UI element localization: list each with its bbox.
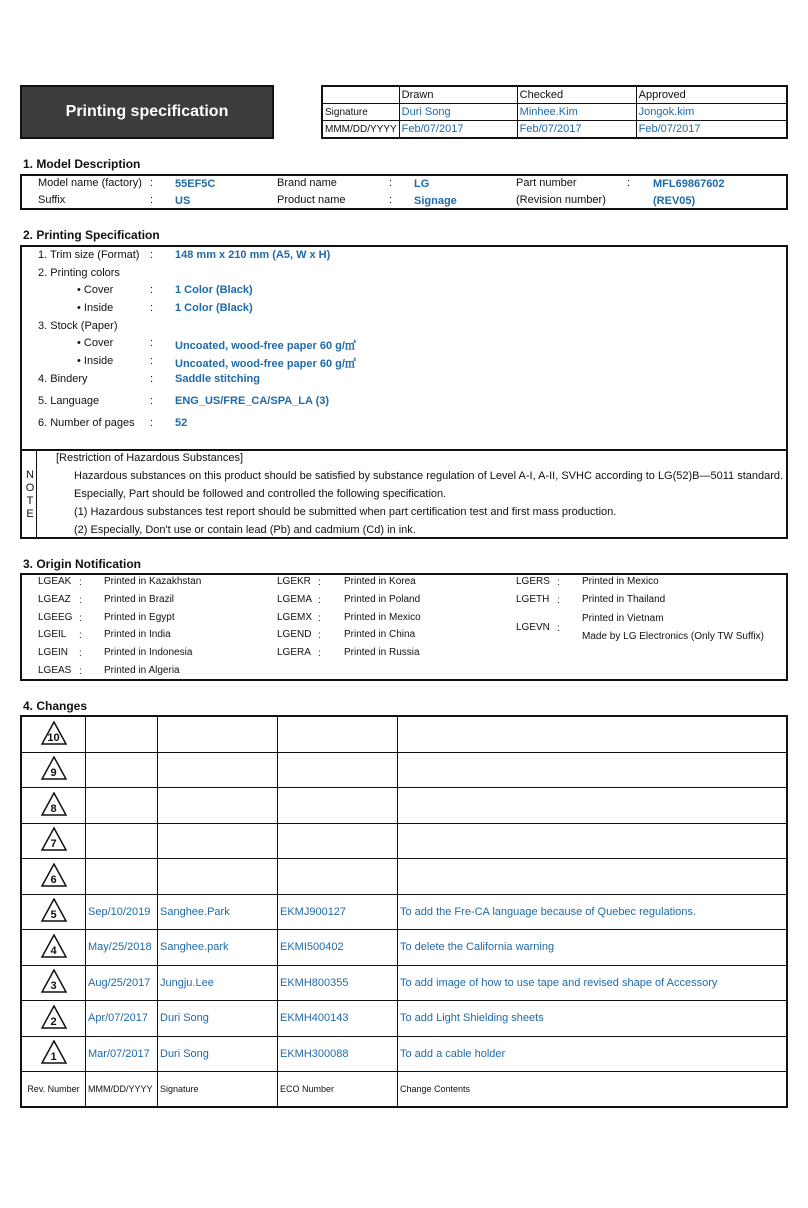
- origin-text: Printed in Egypt: [104, 611, 175, 623]
- origin-text: Printed in India: [104, 629, 171, 641]
- eco-cell: EKMI500402: [278, 930, 398, 966]
- drawn-signature: Duri Song: [399, 104, 517, 121]
- table-row: [21, 930, 787, 966]
- printing-colors-label: 2. Printing colors: [38, 267, 120, 279]
- rev-number: 9: [50, 767, 57, 780]
- origin-code: LGEKR: [277, 576, 311, 587]
- content-cell: To add the Fre-CA language because of Quebec regulations.: [398, 894, 788, 930]
- colon: :: [79, 630, 82, 642]
- origin-code: LGEMX: [277, 611, 313, 623]
- content-cell: To add a cable holder: [398, 1036, 788, 1072]
- rev-number: 6: [50, 873, 57, 886]
- section-origin-title: 3. Origin Notification: [23, 557, 142, 571]
- revision-triangle-icon: [41, 792, 67, 816]
- revision-triangle-icon: [41, 969, 67, 993]
- suffix-label: Suffix: [38, 194, 66, 206]
- product-name-label: Product name: [277, 194, 346, 206]
- colon: :: [557, 594, 560, 606]
- trim-value: 148 mm x 210 mm (A5, W x H): [175, 249, 331, 261]
- signature-cell: [158, 716, 278, 752]
- colon: :: [318, 577, 321, 588]
- colon: :: [627, 177, 631, 189]
- origin-text: Made by LG Electronics (Only TW Suffix): [582, 631, 764, 642]
- suffix-value: US: [175, 195, 191, 207]
- origin-code: LGEMA: [277, 593, 313, 605]
- note-letter: O: [25, 482, 35, 494]
- revision-triangle-icon: [41, 863, 67, 887]
- colon: :: [150, 355, 154, 367]
- colon: :: [318, 594, 321, 606]
- product-name-value: Signage: [414, 195, 457, 207]
- note-divider: [22, 449, 786, 451]
- content-cell: To add Light Shielding sheets: [398, 1001, 788, 1037]
- origin-code: LGEND: [277, 629, 312, 641]
- rev-cell: [21, 716, 86, 752]
- origin-text: Printed in Indonesia: [104, 647, 193, 659]
- rev-number: 7: [50, 838, 57, 851]
- eco-cell: EKMH300088: [278, 1036, 398, 1072]
- origin-text: Printed in Poland: [344, 593, 421, 605]
- rev-cell: [21, 823, 86, 859]
- rev-number: 10: [47, 731, 60, 744]
- eco-cell: [278, 859, 398, 895]
- colon: :: [389, 194, 393, 206]
- origin-text: Printed in Korea: [344, 576, 416, 587]
- note-line: Hazardous substances on this product should be satisfied by substance regulation of Level A-I, A-II, SVHC according to LG(52)B—5011 standard.: [74, 470, 784, 482]
- rev-number: 5: [50, 909, 57, 922]
- changes-table: [20, 715, 788, 1108]
- colon: :: [318, 630, 321, 642]
- note-letter: E: [26, 508, 34, 520]
- origin-code: LGEIL: [38, 629, 67, 641]
- inside-color-value: 1 Color (Black): [175, 302, 253, 314]
- date-cell: Apr/07/2017: [86, 1001, 158, 1037]
- signature-cell: [158, 752, 278, 788]
- colon: :: [79, 648, 82, 660]
- signature-cell: Duri Song: [158, 1001, 278, 1037]
- model-description-box: [20, 174, 788, 210]
- signature-cell: Duri Song: [158, 1036, 278, 1072]
- trim-label: 1. Trim size (Format): [38, 249, 140, 261]
- inside-label: • Inside: [77, 302, 114, 314]
- content-cell: [398, 823, 788, 859]
- revision-triangle-icon: [41, 934, 67, 958]
- date-cell: [86, 752, 158, 788]
- brand-value: LG: [414, 178, 430, 190]
- colon: :: [150, 302, 154, 314]
- origin-text: Printed in Mexico: [582, 576, 659, 587]
- approval-signature-label: Signature: [322, 104, 399, 121]
- signature-cell: Sanghee.park: [158, 930, 278, 966]
- approval-corner: [322, 86, 399, 104]
- language-value: ENG_US/FRE_CA/SPA_LA (3): [175, 395, 330, 407]
- content-cell: To delete the California warning: [398, 930, 788, 966]
- origin-text: Printed in Russia: [344, 647, 420, 659]
- checked-date: Feb/07/2017: [517, 121, 636, 139]
- eco-cell: [278, 716, 398, 752]
- pages-value: 52: [175, 417, 188, 429]
- date-cell: Aug/25/2017: [86, 965, 158, 1001]
- table-row: [21, 1036, 787, 1072]
- origin-code: LGEAZ: [38, 593, 71, 605]
- eco-number-header: ECO Number: [278, 1072, 398, 1108]
- colon: :: [318, 648, 321, 660]
- section-changes-title: 4. Changes: [23, 699, 88, 713]
- note-line: (2) Especially, Don't use or contain lead (Pb) and cadmium (Cd) in ink.: [74, 524, 416, 536]
- date-cell: [86, 788, 158, 824]
- origin-code: LGEAK: [38, 576, 72, 587]
- origin-code: LGEIN: [38, 647, 69, 659]
- revision-triangle-icon: [41, 827, 67, 851]
- date-cell: Sep/10/2019: [86, 894, 158, 930]
- colon: :: [150, 395, 154, 407]
- language-label: 5. Language: [38, 395, 100, 407]
- origin-text: Printed in Algeria: [104, 665, 180, 676]
- change-contents-header: Change Contents: [398, 1072, 788, 1108]
- stock-label: 3. Stock (Paper): [38, 320, 118, 332]
- colon: :: [150, 249, 154, 261]
- rev-cell: [21, 1036, 86, 1072]
- eco-cell: EKMJ900127: [278, 894, 398, 930]
- approved-signature: Jongok.kim: [636, 104, 787, 121]
- revision-label: (Revision number): [516, 194, 606, 206]
- table-row: [21, 788, 787, 824]
- colon: :: [557, 577, 560, 588]
- rev-cell: [21, 752, 86, 788]
- note-letter: N: [26, 469, 34, 481]
- colon: :: [150, 337, 154, 349]
- table-row: [21, 823, 787, 859]
- inside-label: • Inside: [77, 355, 114, 367]
- approval-approved-header: Approved: [636, 86, 787, 104]
- content-cell: [398, 752, 788, 788]
- colon: :: [150, 284, 154, 296]
- revision-triangle-icon: [41, 898, 67, 922]
- signature-cell: Sanghee.Park: [158, 894, 278, 930]
- pages-label: 6. Number of pages: [38, 417, 135, 429]
- rev-cell: [21, 930, 86, 966]
- rev-number: 2: [50, 1015, 57, 1028]
- signature-cell: Jungju.Lee: [158, 965, 278, 1001]
- eco-cell: [278, 788, 398, 824]
- revision-triangle-icon: [41, 756, 67, 780]
- rev-number: 1: [50, 1051, 57, 1064]
- inside-stock-value: Uncoated, wood-free paper 60 g/㎡: [175, 358, 356, 370]
- bindery-value: Saddle stitching: [175, 373, 260, 385]
- rev-cell: [21, 1001, 86, 1037]
- signature-header: Signature: [158, 1072, 278, 1108]
- cover-label: • Cover: [77, 337, 114, 349]
- eco-cell: EKMH400143: [278, 1001, 398, 1037]
- drawn-date: Feb/07/2017: [399, 121, 517, 139]
- origin-text: Printed in China: [344, 629, 416, 641]
- brand-label: Brand name: [277, 177, 337, 189]
- colon: :: [150, 417, 154, 429]
- colon: :: [150, 194, 154, 206]
- rev-cell: [21, 894, 86, 930]
- colon: :: [79, 577, 82, 588]
- content-cell: [398, 788, 788, 824]
- origin-code: LGEAS: [38, 665, 72, 676]
- table-row: [21, 1001, 787, 1037]
- checked-signature: Minhee.Kim: [517, 104, 636, 121]
- rev-number: 3: [50, 980, 57, 993]
- note-side-divider: [36, 451, 37, 537]
- origin-text: Printed in Mexico: [344, 611, 421, 623]
- eco-cell: [278, 823, 398, 859]
- table-row: [21, 716, 787, 752]
- approval-date-label: MMM/DD/YYYY: [322, 121, 399, 139]
- signature-cell: [158, 859, 278, 895]
- note-label: [24, 469, 36, 521]
- eco-cell: [278, 752, 398, 788]
- cover-label: • Cover: [77, 284, 114, 296]
- table-row: [21, 894, 787, 930]
- approval-drawn-header: Drawn: [399, 86, 517, 104]
- signature-cell: [158, 823, 278, 859]
- note-heading: [Restriction of Hazardous Substances]: [56, 452, 244, 464]
- colon: :: [79, 666, 82, 677]
- origin-code: LGEVN: [516, 622, 550, 633]
- origin-text: Printed in Thailand: [582, 593, 666, 605]
- origin-code: LGERA: [277, 647, 311, 659]
- origin-code: LGETH: [516, 593, 550, 605]
- table-row: [21, 752, 787, 788]
- rev-number-header: Rev. Number: [21, 1072, 86, 1108]
- origin-text: Printed in Brazil: [104, 593, 175, 605]
- origin-box: [20, 573, 788, 681]
- origin-code: LGERS: [516, 576, 550, 587]
- section-printing-title: 2. Printing Specification: [23, 228, 160, 242]
- content-cell: [398, 716, 788, 752]
- rev-number: 4: [50, 944, 57, 957]
- colon: :: [557, 623, 560, 634]
- rev-number: 8: [50, 802, 57, 815]
- revision-value: (REV05): [653, 195, 696, 207]
- rev-cell: [21, 859, 86, 895]
- date-cell: May/25/2018: [86, 930, 158, 966]
- table-row: [21, 859, 787, 895]
- printing-spec-box: [20, 245, 788, 539]
- date-cell: [86, 823, 158, 859]
- approved-date: Feb/07/2017: [636, 121, 787, 139]
- approval-table: [321, 85, 788, 139]
- bindery-label: 4. Bindery: [38, 373, 88, 385]
- colon: :: [150, 373, 154, 385]
- revision-triangle-icon: [41, 1005, 67, 1029]
- date-cell: Mar/07/2017: [86, 1036, 158, 1072]
- note-line: Especially, Part should be followed and controlled the following specification.: [74, 488, 447, 500]
- table-row: [21, 965, 787, 1001]
- model-name-label: Model name (factory): [38, 177, 142, 189]
- colon: :: [79, 612, 82, 624]
- origin-text: Printed in Kazakhstan: [104, 576, 202, 587]
- rev-cell: [21, 788, 86, 824]
- model-name-value: 55EF5C: [175, 178, 216, 190]
- colon: :: [150, 177, 154, 189]
- rev-cell: [21, 965, 86, 1001]
- colon: :: [389, 177, 393, 189]
- content-cell: To add image of how to use tape and revised shape of Accessory: [398, 965, 788, 1001]
- eco-cell: EKMH800355: [278, 965, 398, 1001]
- section-model-title: 1. Model Description: [23, 157, 141, 171]
- content-cell: [398, 859, 788, 895]
- note-letter: T: [26, 495, 34, 507]
- colon: :: [79, 594, 82, 606]
- revision-triangle-icon: [41, 1040, 67, 1064]
- note-line: (1) Hazardous substances test report should be submitted when part certification test and first mass production.: [74, 506, 617, 518]
- part-number-value: MFL69867602: [653, 178, 725, 190]
- page-title: Printing specification: [20, 85, 274, 139]
- cover-stock-value: Uncoated, wood-free paper 60 g/㎡: [175, 340, 356, 352]
- origin-text: Printed in Vietnam: [582, 613, 664, 624]
- revision-triangle-icon: [41, 721, 67, 745]
- date-cell: [86, 859, 158, 895]
- signature-cell: [158, 788, 278, 824]
- date-cell: [86, 716, 158, 752]
- date-header: MMM/DD/YYYY: [86, 1072, 158, 1108]
- colon: :: [318, 612, 321, 624]
- origin-code: LGEEG: [38, 611, 73, 623]
- cover-color-value: 1 Color (Black): [175, 284, 253, 296]
- approval-checked-header: Checked: [517, 86, 636, 104]
- part-number-label: Part number: [516, 177, 577, 189]
